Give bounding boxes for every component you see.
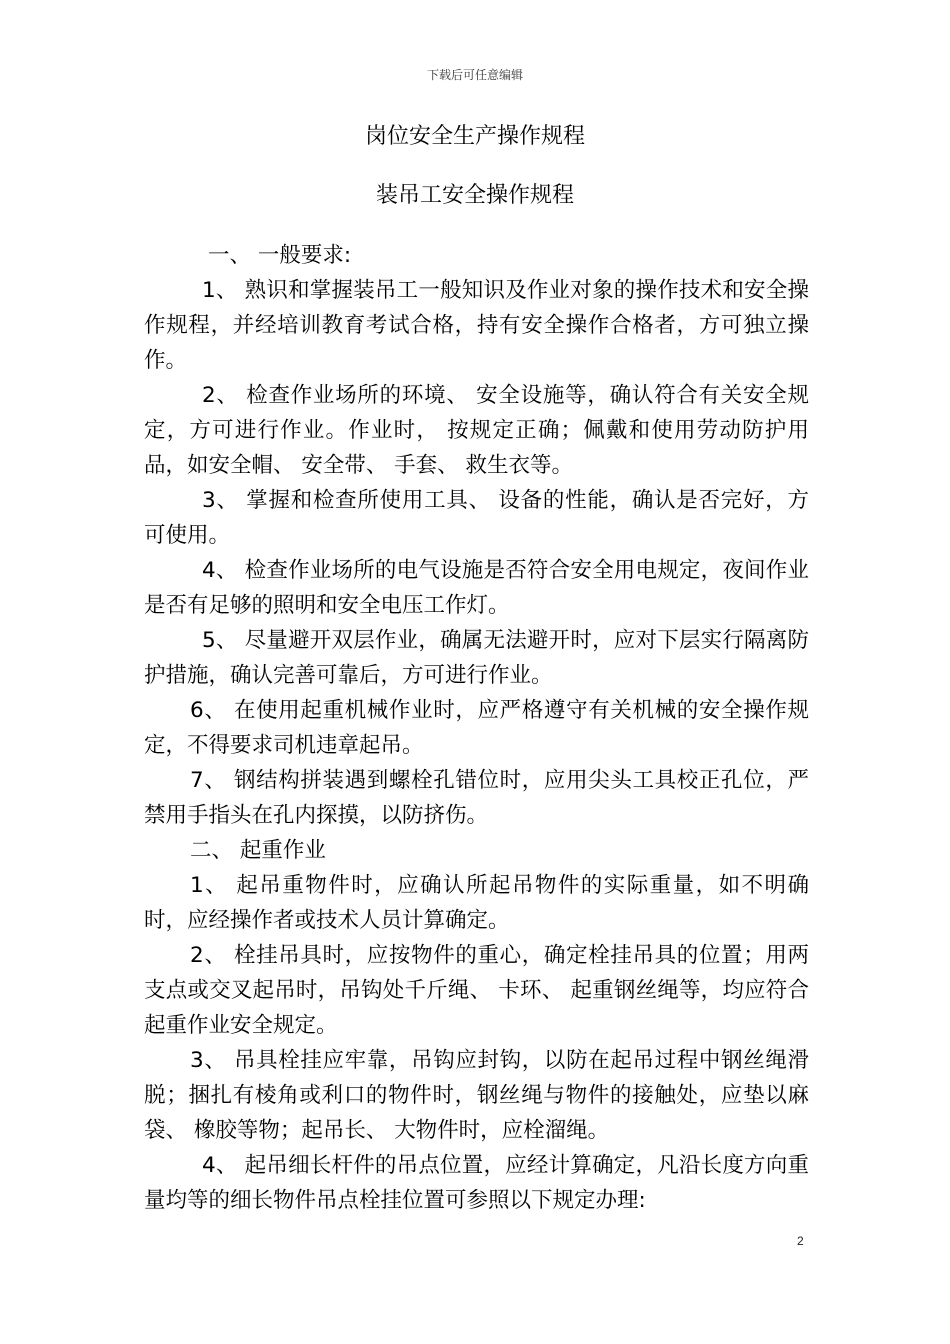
page-subtitle: 装吊工安全操作规程 (375, 183, 574, 208)
paragraph: 7、 钢结构拼装遇到螺栓孔错位时，应用尖头工具校正孔位，严禁用手指头在孔内探摸，以防挤伤。 (144, 768, 809, 828)
paragraph: 1、 起吊重物件时，应确认所起吊物件的实际重量，如不明确时，应经操作者或技术人员计算确定。 (144, 873, 809, 933)
paragraph: 4、 起吊细长杆件的吊点位置，应经计算确定，凡沿长度方向重量均等的细长物件吊点栓挂位置可参照以下规定办理: (144, 1153, 809, 1213)
paragraph: 一、 一般要求: (208, 243, 352, 268)
document-body (144, 238, 809, 1218)
page-number: 2 (797, 1234, 804, 1248)
paragraph: 4、 检查作业场所的电气设施是否符合安全用电规定，夜间作业是否有足够的照明和安全电压工作灯。 (144, 558, 809, 618)
paragraph: 3、 掌握和检查所使用工具、 设备的性能，确认是否完好，方可使用。 (144, 488, 809, 548)
paragraph: 2、 检查作业场所的环境、 安全设施等，确认符合有关安全规定，方可进行作业。作业时， 按规定正确；佩戴和使用劳动防护用品，如安全帽、 安全带、 手套、 救生衣等。 (144, 383, 809, 478)
paragraph: 6、 在使用起重机械作业时，应严格遵守有关机械的安全操作规定，不得要求司机违章起吊。 (144, 698, 809, 758)
paragraph: 2、 栓挂吊具时，应按物件的重心，确定栓挂吊具的位置；用两支点或交叉起吊时，吊钩处千斤绳、 卡环、 起重钢丝绳等，均应符合起重作业安全规定。 (144, 943, 809, 1038)
section-heading: 二、 起重作业 (190, 838, 326, 863)
paragraph: 3、 吊具栓挂应牢靠，吊钩应封钩，以防在起吊过程中钢丝绳滑脱；捆扎有棱角或利口的物件时，钢丝绳与物件的接触处，应垫以麻袋、 橡胶等物；起吊长、 大物件时，应栓溜绳。 (144, 1048, 809, 1143)
header-note: 下载后可任意编辑 (426, 68, 523, 82)
paragraph: 1、 熟识和掌握装吊工一般知识及作业对象的操作技术和安全操作规程，并经培训教育考试合格，持有安全操作合格者，方可独立操作。 (144, 278, 809, 373)
page-title: 岗位安全生产操作规程 (364, 124, 585, 149)
paragraph: 5、 尽量避开双层作业，确属无法避开时，应对下层实行隔离防护措施，确认完善可靠后，方可进行作业。 (144, 628, 809, 688)
